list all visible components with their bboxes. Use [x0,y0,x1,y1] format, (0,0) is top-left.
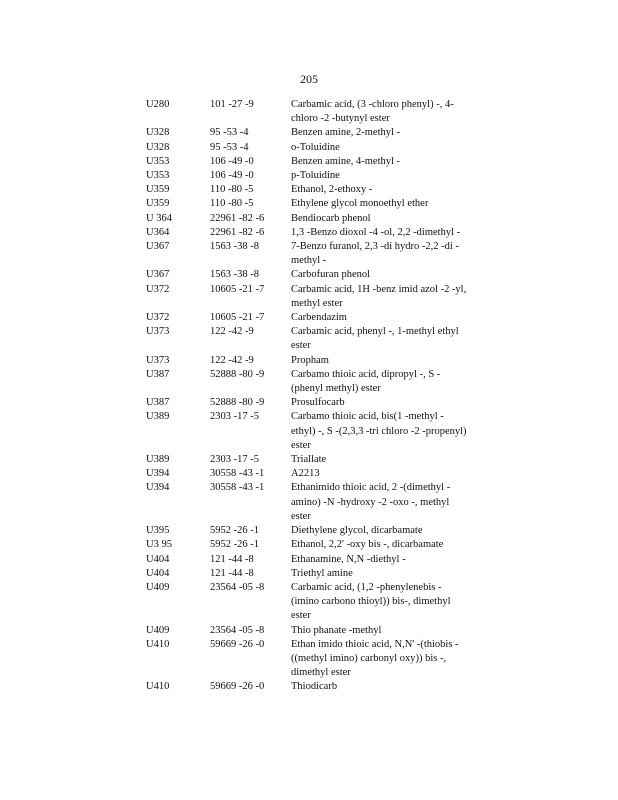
chemical-name-line: methyl - [291,255,327,267]
chemical-name [291,354,481,368]
chemical-name [291,212,481,226]
hazardous-waste-code: U387 [146,368,170,380]
hazardous-waste-code: U280 [146,99,170,110]
chemical-name-line: ester [291,510,311,522]
chemical-name-line: ester [291,439,311,451]
hazardous-waste-code: U359 [146,198,170,210]
hazardous-waste-code: U328 [146,141,170,153]
chemical-name-line: Carbamic acid, (1,2 -phenylenebis - [291,581,442,593]
cas-number: 122 -42 -9 [210,326,254,338]
chemical-name [291,581,481,624]
hazardous-waste-code: U373 [146,326,170,338]
table-row [146,98,486,126]
chemical-name [291,197,481,211]
chemical-name-line: amino) -N -hydroxy -2 -oxo -, methyl [291,496,450,508]
table-row [146,467,486,481]
chemical-name-line: ((methyl imino) carbonyl oxy)) bis -, [291,652,447,664]
table-row [146,240,486,268]
chemical-name-line: Ethanol, 2-ethoxy - [291,184,373,196]
cas-number: 106 -49 -0 [210,170,254,182]
cas-number: 122 -42 -9 [210,354,254,366]
chemical-name [291,169,481,183]
chemical-name-line: Bendiocarb phenol [291,212,371,224]
cas-number: 1563 -38 -8 [210,241,259,253]
cas-number: 23564 -05 -8 [210,624,265,636]
chemical-name-line: Diethylene glycol, dicarbamate [291,525,423,537]
hazardous-waste-code: U372 [146,312,170,324]
hazardous-waste-code: U404 [146,567,170,579]
table-row [146,481,486,524]
chemical-name-line: ester [291,610,311,622]
cas-number: 5952 -26 -1 [210,539,259,551]
chemical-name [291,268,481,282]
table-row [146,354,486,368]
table-row [146,396,486,410]
cas-number: 10605 -21 -7 [210,312,265,324]
table-row [146,197,486,211]
cas-number: 121 -44 -8 [210,553,254,565]
table-row [146,553,486,567]
chemical-name-line: Benzen amine, 2-methyl - [291,127,401,139]
cas-number: 1563 -38 -8 [210,269,259,281]
cas-number: 95 -53 -4 [210,127,249,139]
chemical-name [291,240,481,268]
hazardous-waste-code: U409 [146,624,170,636]
chemical-name-line: Carbamo thioic acid, dipropyl -, S - [291,368,441,380]
chemical-name-line: ethyl) -, S -(2,3,3 -tri chloro -2 -propenyl) [291,425,467,437]
table-row [146,567,486,581]
hazardous-waste-code: U395 [146,525,170,537]
chemical-name-line: Ethan imido thioic acid, N,N' -(thiobis - [291,638,459,650]
chemical-name [291,481,481,524]
waste-code-table [146,98,486,695]
cas-number: 59669 -26 -0 [210,638,265,650]
chemical-name-line: Carbamic acid, (3 -chloro phenyl) -, 4- [291,99,454,110]
chemical-name-line: Carbamo thioic acid, bis(1 -methyl - [291,411,444,423]
hazardous-waste-code: U394 [146,468,170,480]
chemical-name-line: Carbendazim [291,312,347,324]
cas-number: 52888 -80 -9 [210,368,265,380]
table-row [146,410,486,453]
table-row [146,226,486,240]
cas-number: 22961 -82 -6 [210,212,265,224]
chemical-name [291,524,481,538]
hazardous-waste-code: U353 [146,170,170,182]
table-row [146,183,486,197]
chemical-name-line: A2213 [291,468,320,480]
hazardous-waste-code: U404 [146,553,170,565]
cas-number: 110 -80 -5 [210,184,254,196]
hazardous-waste-code: U373 [146,354,170,366]
hazardous-waste-code: U372 [146,283,170,295]
chemical-name [291,410,481,453]
cas-number: 2303 -17 -5 [210,454,259,466]
chemical-name-line: dimethyl ester [291,667,351,679]
table-row [146,680,486,694]
chemical-name [291,311,481,325]
chemical-name [291,638,481,681]
hazardous-waste-code: U367 [146,241,170,253]
chemical-name [291,624,481,638]
chemical-name [291,98,481,126]
chemical-name [291,680,481,694]
chemical-name [291,141,481,155]
chemical-name-line: 7-Benzo furanol, 2,3 -di hydro -2,2 -di - [291,241,459,253]
chemical-name-line: (phenyl methyl) ester [291,383,381,395]
cas-number: 22961 -82 -6 [210,226,265,238]
cas-number: 95 -53 -4 [210,141,249,153]
chemical-name [291,126,481,140]
table-row [146,169,486,183]
cas-number: 110 -80 -5 [210,198,254,210]
table-row [146,212,486,226]
chemical-name [291,567,481,581]
chemical-name-line: Ethanamine, N,N -diethyl - [291,553,406,565]
chemical-name-line: Thiodicarb [291,681,338,693]
cas-number: 10605 -21 -7 [210,283,265,295]
chemical-name-line: (imino carbono thioyl)) bis-, dimethyl [291,596,451,608]
hazardous-waste-code: U 364 [146,212,172,224]
chemical-name [291,183,481,197]
chemical-name-line: o-Toluidine [291,141,340,153]
hazardous-waste-code: U353 [146,155,170,167]
table-row [146,453,486,467]
chemical-name-line: Ethanol, 2,2' -oxy bis -, dicarbamate [291,539,444,551]
hazardous-waste-code: U410 [146,681,170,693]
chemical-name [291,368,481,396]
table-row [146,368,486,396]
hazardous-waste-code: U359 [146,184,170,196]
chemical-name [291,467,481,481]
chemical-name-line: Carbamic acid, phenyl -, 1-methyl ethyl [291,326,459,338]
chemical-name-line: Prosulfocarb [291,397,345,409]
chemical-name-line: p-Toluidine [291,170,340,182]
table-row [146,155,486,169]
hazardous-waste-code: U389 [146,411,170,423]
table-row [146,268,486,282]
cas-number: 121 -44 -8 [210,567,254,579]
chemical-name-line: Benzen amine, 4-methyl - [291,155,401,167]
table-row [146,141,486,155]
chemical-name-line: Thio phanate -methyl [291,624,382,636]
chemical-name-line: Triallate [291,454,327,466]
table-row [146,283,486,311]
chemical-name-line: Carbamic acid, 1H -benz imid azol -2 -yl, [291,283,467,295]
chemical-name-line: Triethyl amine [291,567,353,579]
chemical-name-line: Carbofuran phenol [291,269,371,281]
cas-number: 2303 -17 -5 [210,411,259,423]
page-number: 205 [300,72,318,86]
cas-number: 52888 -80 -9 [210,397,265,409]
cas-number: 30558 -43 -1 [210,482,265,494]
chemical-name-line: ester [291,340,311,352]
cas-number: 101 -27 -9 [210,99,254,110]
cas-number: 5952 -26 -1 [210,525,259,537]
chemical-name [291,283,481,311]
table-row [146,538,486,552]
hazardous-waste-code: U389 [146,454,170,466]
chemical-name-line: 1,3 -Benzo dioxol -4 -ol, 2,2 -dimethyl - [291,226,461,238]
table-row [146,638,486,681]
chemical-name [291,226,481,240]
hazardous-waste-code: U3 95 [146,539,172,551]
hazardous-waste-code: U364 [146,226,170,238]
table-row [146,126,486,140]
chemical-name-line: Ethylene glycol monoethyl ether [291,198,429,210]
hazardous-waste-code: U409 [146,581,170,593]
cas-number: 23564 -05 -8 [210,581,265,593]
chemical-name-line: Ethanimido thioic acid, 2 -(dimethyl - [291,482,451,494]
chemical-name [291,553,481,567]
hazardous-waste-code: U328 [146,127,170,139]
chemical-name [291,538,481,552]
chemical-name-line: methyl ester [291,297,343,309]
hazardous-waste-code: U367 [146,269,170,281]
cas-number: 59669 -26 -0 [210,681,265,693]
chemical-name-line: chloro -2 -butynyl ester [291,113,390,125]
hazardous-waste-code: U387 [146,397,170,409]
hazardous-waste-code: U394 [146,482,170,494]
table-row [146,624,486,638]
hazardous-waste-code: U410 [146,638,170,650]
chemical-name [291,396,481,410]
chemical-name [291,453,481,467]
table-row [146,311,486,325]
table-row [146,325,486,353]
cas-number: 30558 -43 -1 [210,468,265,480]
table-row [146,581,486,624]
chemical-name [291,155,481,169]
chemical-name [291,325,481,353]
chemical-name-line: Propham [291,354,329,366]
table-row [146,524,486,538]
cas-number: 106 -49 -0 [210,155,254,167]
